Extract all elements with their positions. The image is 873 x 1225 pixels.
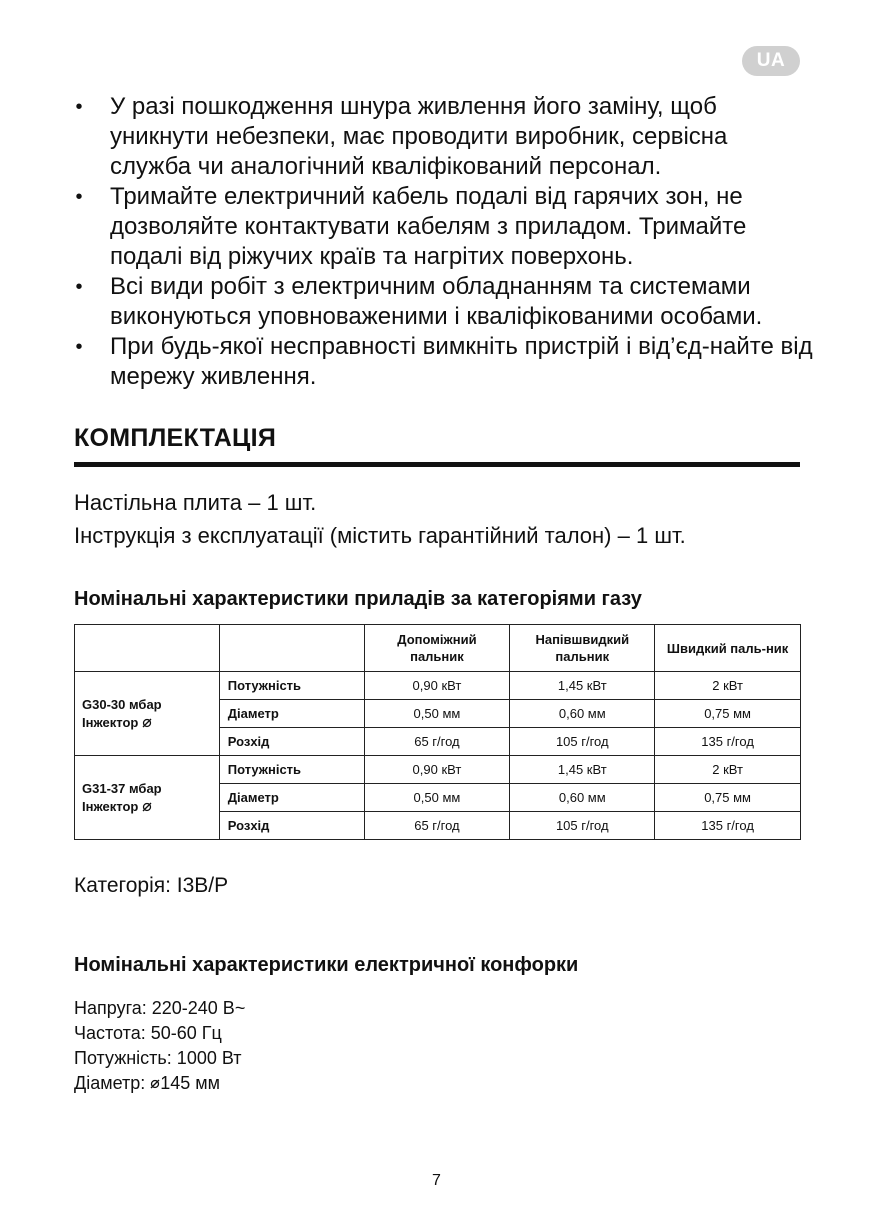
list-item: • При будь-якої несправності вимкніть пристрій і від’єд-найте від мережу живлення. (75, 333, 813, 390)
value-cell: 105 г/год (510, 728, 655, 756)
gas-category: Категорія: I3B/P (74, 874, 229, 897)
gas-table-heading: Номінальні характеристики приладів за категоріями газу (74, 588, 642, 610)
frequency-spec: Частота: 50-60 Гц (74, 1023, 222, 1043)
value-cell: 0,50 мм (364, 700, 510, 728)
header-cell-empty (75, 625, 220, 672)
electric-specs (74, 996, 245, 1096)
value-cell: 65 г/год (364, 728, 510, 756)
param-cell: Потужність (219, 756, 364, 784)
param-cell: Потужність (219, 672, 364, 700)
list-item: • У разі пошкодження шнура живлення його заміну, щоб уникнути небезпеки, має проводити виробник, сервісна служба чи аналогічний кваліфікований персонал. (75, 93, 728, 180)
param-cell: Розхід (219, 728, 364, 756)
value-cell: 0,60 мм (510, 784, 655, 812)
header-cell: Допоміжний пальник (364, 625, 510, 672)
table-row (75, 756, 801, 784)
gas-specs-table (74, 624, 801, 840)
value-cell: 0,50 мм (364, 784, 510, 812)
param-cell: Діаметр (219, 700, 364, 728)
power-spec: Потужність: 1000 Вт (74, 1048, 242, 1068)
safety-bullet-list (74, 92, 814, 392)
value-cell: 0,75 мм (655, 784, 801, 812)
bullet-icon: • (75, 276, 83, 298)
list-item: • Всі види робіт з електричним обладнанням та системами виконуються уповноваженими і кваліфікованими особами. (75, 273, 763, 330)
bullet-icon: • (75, 336, 83, 358)
section-title: КОМПЛЕКТАЦІЯ (74, 424, 277, 452)
bullet-icon: • (75, 186, 83, 208)
value-cell: 0,90 кВт (364, 756, 510, 784)
header-cell: Напівшвидкий пальник (510, 625, 655, 672)
bullet-icon: • (75, 96, 83, 118)
diameter-icon (150, 1079, 160, 1089)
param-cell: Розхід (219, 812, 364, 840)
diameter-spec: Діаметр: 145 мм (74, 1073, 221, 1093)
value-cell: 65 г/год (364, 812, 510, 840)
diameter-icon (142, 802, 152, 812)
table-header-row (75, 625, 801, 672)
value-cell: 0,60 мм (510, 700, 655, 728)
header-cell: Швидкий паль-ник (655, 625, 801, 672)
voltage-spec: Напруга: 220-240 В~ (74, 998, 246, 1018)
kit-item: Інструкція з експлуатації (містить гарантійний талон) – 1 шт. (74, 523, 686, 548)
table-row (75, 672, 801, 700)
page-number: 7 (432, 1172, 441, 1189)
gas-group-cell: G30-30 мбар Інжектор (75, 672, 220, 756)
value-cell: 0,90 кВт (364, 672, 510, 700)
list-item: • Тримайте електричний кабель подалі від гарячих зон, не дозволяйте контактувати кабелям з приладом. Тримайте подалі від ріжучих країв та нагрітих поверхонь. (75, 183, 747, 270)
gas-group-cell: G31-37 мбар Інжектор (75, 756, 220, 840)
diameter-icon (142, 718, 152, 728)
param-cell: Діаметр (219, 784, 364, 812)
header-cell-empty (219, 625, 364, 672)
kit-item: Настільна плита – 1 шт. (74, 490, 317, 515)
electric-heading: Номінальні характеристики електричної конфорки (74, 954, 579, 976)
value-cell: 1,45 кВт (510, 756, 655, 784)
section-divider (74, 462, 800, 467)
value-cell: 105 г/год (510, 812, 655, 840)
value-cell: 135 г/год (655, 728, 801, 756)
value-cell: 1,45 кВт (510, 672, 655, 700)
value-cell: 0,75 мм (655, 700, 801, 728)
language-badge: UA (742, 46, 800, 76)
value-cell: 135 г/год (655, 812, 801, 840)
value-cell: 2 кВт (655, 756, 801, 784)
value-cell: 2 кВт (655, 672, 801, 700)
kit-list (74, 486, 686, 552)
